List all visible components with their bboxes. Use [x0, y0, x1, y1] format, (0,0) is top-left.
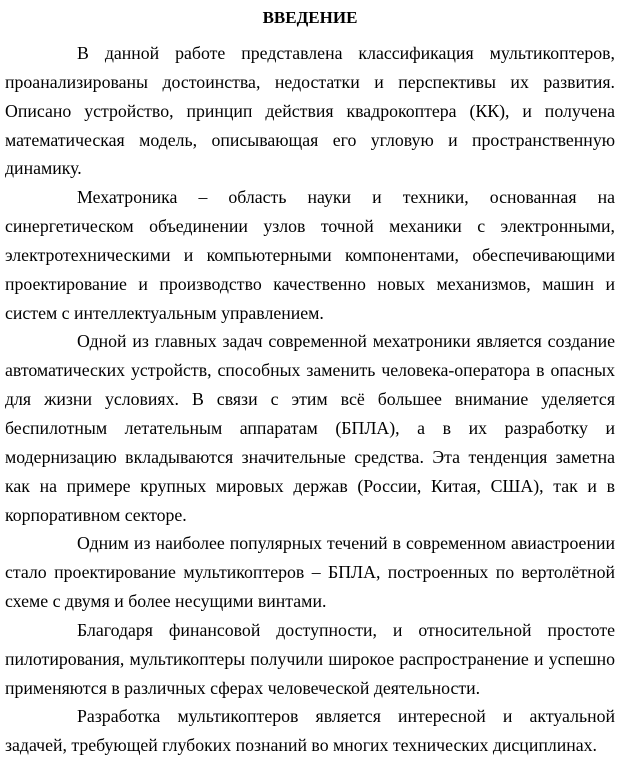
paragraph-3: Одной из главных задач современной мехатроники является создание автоматических устройств, способных заменить человека-оператора в опасных для жизни условиях. В связи с этим всё большее внимание уделяется беспилотным летательным аппаратам (БПЛА), а в их разработку и модернизацию вкладываются значительные средства. Эта тенденция заметна как на примере крупных мировых держав (России, Китая, США), так и в корпоративном секторе.: [5, 331, 615, 525]
document-body: [5, 39, 615, 760]
paragraph-6: Разработка мультикоптеров является интересной и актуальной задачей, требующей глубоких познаний во многих технических дисциплинах.: [5, 706, 615, 756]
paragraph-4: Одним из наиболее популярных течений в современном авиастроении стало проектирование мультикоптеров – БПЛА, построенных по вертолётной схеме с двумя и более несущими винтами.: [5, 533, 615, 612]
document-heading: ВВЕДЕНИЕ: [262, 8, 358, 27]
paragraph-5: Благодаря финансовой доступности, и относительной простоте пилотирования, мультикоптеры получили широкое распространение и успешно применяются в различных сферах человеческой деятельности.: [5, 619, 615, 698]
paragraph-1: В данной работе представлена классификация мультикоптеров, проанализированы достоинства, недостатки и перспективы их развития. Описано устройство, принцип действия квадрокоптера (КК), и получена математическая модель, описывающая его угловую и пространственную динамику.: [5, 43, 615, 179]
paragraph-2: Мехатроника – область науки и техники, основанная на синергетическом объединении узлов точной механики с электронными, электротехническими и компьютерными компонентами, обеспечивающими проектирование и производство качественно новых механизмов, машин и систем с интеллектуальным управлением.: [5, 187, 615, 323]
